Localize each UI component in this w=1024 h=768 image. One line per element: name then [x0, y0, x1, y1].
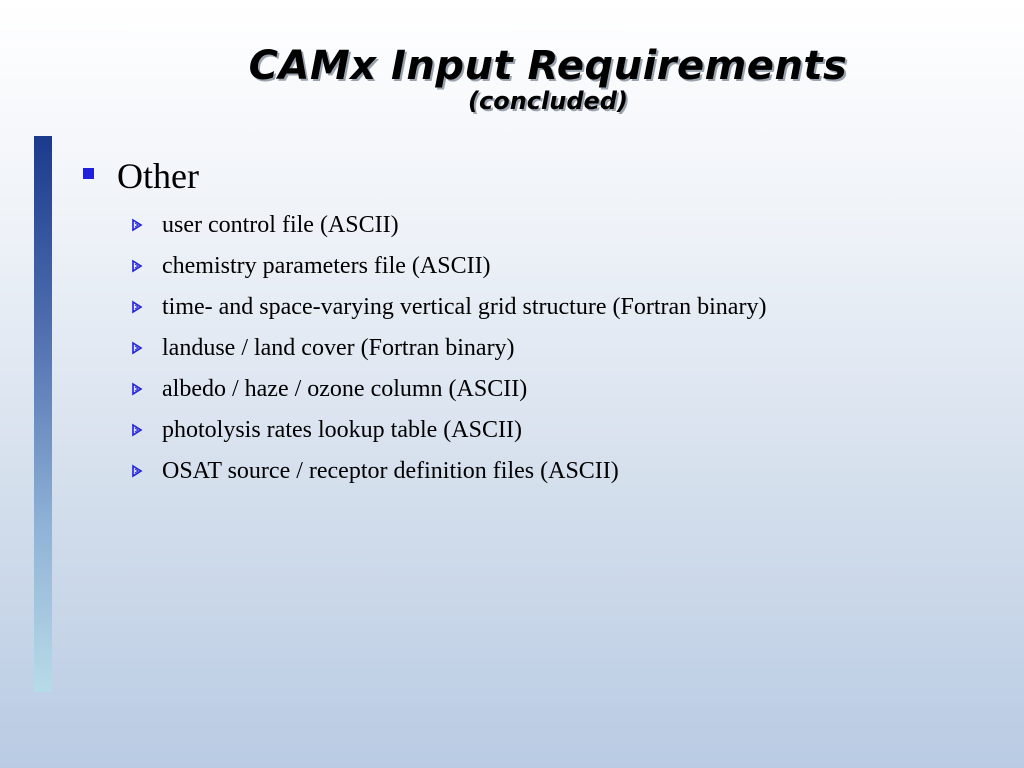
arrow-bullet-icon: [130, 337, 150, 359]
list-item: [80, 450, 980, 491]
sub-bullet-list: [80, 204, 980, 491]
slide-subtitle: (concluded): [468, 87, 628, 115]
side-accent-bar: [34, 136, 52, 692]
slide-content: [80, 152, 980, 491]
arrow-bullet-icon: [130, 460, 150, 482]
square-bullet-icon: [83, 168, 94, 179]
list-item: [80, 327, 980, 368]
arrow-bullet-icon: [130, 214, 150, 236]
list-item-text: photolysis rates lookup table (ASCII): [162, 416, 522, 443]
list-item-text: albedo / haze / ozone column (ASCII): [162, 375, 528, 402]
title-block: [200, 40, 896, 116]
slide-title: CAMx Input Requirements: [248, 43, 848, 89]
list-item-text: time- and space-varying vertical grid structure (Fortran binary): [162, 293, 767, 320]
arrow-bullet-icon: [130, 378, 150, 400]
list-item: [80, 368, 980, 409]
bullet-level1: [80, 152, 980, 200]
arrow-bullet-icon: [130, 255, 150, 277]
list-item-text: OSAT source / receptor definition files (ASCII): [162, 457, 619, 484]
section-label: Other: [117, 156, 199, 196]
list-item: [80, 204, 980, 245]
list-item: [80, 286, 980, 327]
arrow-bullet-icon: [130, 296, 150, 318]
list-item: [80, 245, 980, 286]
arrow-bullet-icon: [130, 419, 150, 441]
list-item-text: landuse / land cover (Fortran binary): [162, 334, 515, 361]
list-item: [80, 409, 980, 450]
list-item-text: chemistry parameters file (ASCII): [162, 252, 491, 279]
list-item-text: user control file (ASCII): [162, 211, 399, 238]
